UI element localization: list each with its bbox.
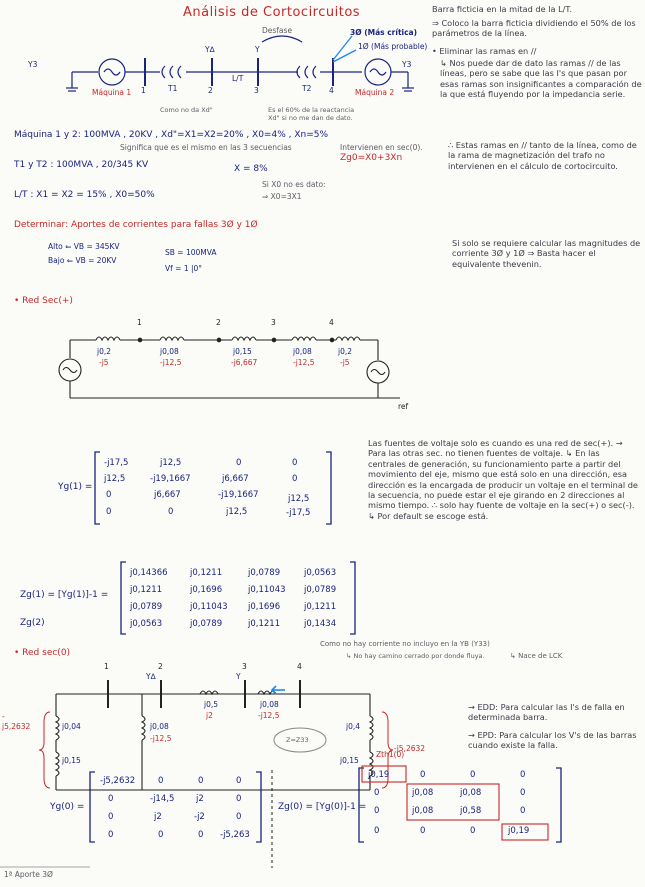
matrix-cell: 0	[198, 776, 204, 786]
zero-note: Como no hay corriente no incluyo en la YB (Y33)	[320, 640, 490, 648]
matrix-cell: 0	[158, 776, 164, 786]
note-text: • Eliminar las ramas en //	[432, 46, 537, 56]
diagram-label: 1Ø (Más probable)	[358, 42, 428, 51]
bus-label: 1	[104, 662, 109, 671]
matrix-cell: 0	[420, 826, 426, 836]
trafo-data: T1 y T2 : 100MVA , 20/345 KV	[14, 160, 149, 170]
matrix-cell: 0	[374, 788, 380, 798]
matrix-cell: -j17,5	[104, 458, 129, 468]
admittance-label: -j5,2632	[394, 744, 426, 753]
matrix-cell: -j14,5	[150, 794, 175, 804]
matrix-label: Yg(0) =	[50, 802, 85, 812]
data-note: Intervienen en sec(0).	[340, 143, 423, 152]
matrix-cell: j0,19	[368, 770, 390, 780]
note-text: Las fuentes de voltaje solo es cuando es una red de sec(+). → Para las otras sec. no tienen fuentes de voltaje. ↳ En las centrales de generación, su funcionamiento parte a partir del movimiento del eje, mismo que está solo en una dirección, esa dirección es la encargada de producir un voltaje en el terminal de la secuencia, no puede estar el eje girando en 2 direcciones al mismo tiempo. ∴ solo hay fuente de voltaje en la sec(+) o sec(-). ↳ Por default se escoge está.	[368, 438, 638, 521]
diagram-note: Como no da Xd"	[160, 106, 213, 114]
admittance-label: -j5	[340, 358, 350, 367]
zg0-formula: Zg0=X0+3Xn	[340, 153, 403, 163]
matrix-cell: 0	[236, 776, 242, 786]
bus-label: 4	[297, 662, 302, 671]
base-alto: Alto ⇐ VB = 345KV	[48, 242, 120, 251]
matrix-cell: j0,1696	[190, 585, 223, 595]
matrix-cell: j0,08	[412, 806, 434, 816]
impedance-label: j0,15	[62, 756, 81, 765]
matrix-cell: j0,11043	[248, 585, 286, 595]
diagram-label: Máquina 2	[355, 88, 395, 97]
admittance-label: -j5	[99, 358, 109, 367]
bus-label: 2	[216, 318, 221, 327]
note-text: ∴ Estas ramas en // tanto de la línea, como de la rama de magnetización del trafo no intervienen en el cálculo de cortocircuito.	[448, 140, 637, 171]
data-note: Si X0 no es dato:	[262, 180, 326, 189]
matrix-cell: 0	[470, 826, 476, 836]
impedance-label: j0,08	[160, 347, 179, 356]
note-text: → EDD: Para calcular las I's de falla en determinada barra.	[468, 702, 625, 723]
matrix-cell: 0	[106, 507, 112, 517]
matrix-label: Zg(2)	[20, 618, 45, 628]
data-note: Significa que es el mismo en las 3 secuencias	[120, 143, 292, 152]
note-text: Barra ficticia en la mitad de la L/T.	[432, 4, 573, 14]
matrix-cell: j0,1211	[190, 568, 223, 578]
diagram-label: Y3	[402, 60, 412, 69]
matrix-cell: 0	[236, 794, 242, 804]
admittance-label: j2	[206, 711, 213, 720]
diagram-label: Y∆	[146, 672, 156, 681]
impedance-label: j0,2	[97, 347, 112, 356]
zero-note: Z=Z33	[286, 736, 309, 744]
matrix-cell: j0,08	[460, 788, 482, 798]
matrix-cell: 0	[106, 490, 112, 500]
matrix-cell: 0	[520, 806, 526, 816]
diagram-label: Y	[255, 45, 260, 54]
matrix-cell: -j2	[194, 812, 205, 822]
diagram-label: L/T	[232, 74, 244, 83]
bus-label: 1	[137, 318, 142, 327]
bus-label: 3	[254, 86, 259, 95]
base-vf: Vf = 1 |0°	[165, 264, 203, 273]
zero-seq-network	[56, 680, 373, 790]
impedance-label: j0,08	[293, 347, 312, 356]
diagram-label: 3Ø (Más crítica)	[350, 28, 418, 37]
matrix-cell: 0	[108, 794, 114, 804]
impedance-label: j0,4	[346, 722, 361, 731]
trafo-x: X = 8%	[234, 164, 268, 174]
matrix-cell: j0,0563	[130, 619, 163, 629]
matrix-cell: 0	[374, 806, 380, 816]
matrix-cell: j12,5	[104, 474, 126, 484]
matrix-cell: 0	[520, 788, 526, 798]
diagram-note: Es el 60% de la reactancia Xd" si no me dan de dato.	[268, 106, 355, 122]
impedance-label: j0,08	[260, 700, 279, 709]
matrix-cell: j0,1696	[248, 602, 281, 612]
matrix-cell: -j17,5	[286, 508, 311, 518]
matrix-cell: j2	[196, 794, 204, 804]
note-text: ↳ Nos puede dar de dato las ramas // de las líneas, pero se sabe que las I's que pasan por esas ramas son insignificantes a comparación de la que está fluyendo por la impedancia serie.	[440, 58, 642, 100]
matrix-cell: -j19,1667	[150, 474, 191, 484]
impedance-label: j0,04	[62, 722, 81, 731]
impedance-label: j0,08	[150, 722, 169, 731]
zero-note: ↳ No hay camino cerrado por donde fluya.	[346, 652, 485, 660]
diagram-label: Desfase	[262, 26, 293, 35]
matrix-cell: 0	[168, 507, 174, 517]
matrix-cell: j6,667	[222, 474, 249, 484]
diagram-label: Y3	[28, 60, 38, 69]
admittance-label: -j12,5	[160, 358, 182, 367]
admittance-label: -j6,667	[231, 358, 258, 367]
page-footer: 1ª Aporte 3Ø	[4, 870, 53, 879]
bus-label: 2	[158, 662, 163, 671]
impedance-label: j0,15	[340, 756, 359, 765]
matrix-label: Zg(1) = [Yg(1)]-1 =	[20, 590, 109, 600]
matrix-cell: 0	[292, 458, 298, 468]
matrix-cell: 0	[420, 770, 426, 780]
ref-label: ref	[398, 402, 409, 411]
page-title: Análisis de Cortocircuitos	[183, 5, 361, 20]
section-heading: • Red Sec(+)	[14, 296, 73, 306]
bus-label: 3	[242, 662, 247, 671]
matrix-cell: j12,5	[288, 494, 310, 504]
matrix-cell: 0	[108, 830, 114, 840]
impedance-label: j0,2	[338, 347, 353, 356]
matrix-cell: j0,1211	[130, 585, 163, 595]
data-note: ⇒ X0=3X1	[262, 192, 302, 201]
matrix-cell: j0,0563	[304, 568, 337, 578]
matrix-cell: j0,1211	[304, 602, 337, 612]
matrix-cell: 0	[236, 458, 242, 468]
diagram-label: T1	[168, 84, 178, 93]
diagram-label: Y	[236, 672, 241, 681]
matrix-cell: j0,11043	[190, 602, 228, 612]
matrix-cell: 0	[198, 830, 204, 840]
impedance-label: j0,15	[233, 347, 252, 356]
line-data: L/T : X1 = X2 = 15% , X0=50%	[14, 190, 155, 200]
base-sb: SB = 100MVA	[165, 248, 217, 257]
bus-label: 2	[208, 86, 213, 95]
zero-note: ↳ Nace de LCK	[510, 652, 563, 660]
matrix-cell: -j5,2632	[100, 776, 136, 786]
admittance-label: -j12,5	[150, 734, 172, 743]
note-text: → EPD: Para calcular los V's de las barras cuando existe la falla.	[468, 730, 637, 751]
diagram-label: T2	[302, 84, 312, 93]
matrix-cell: 0	[158, 830, 164, 840]
section-heading: • Red sec(0)	[14, 648, 71, 658]
matrix-cell: j6,667	[154, 490, 181, 500]
matrix-label: Yg(1) =	[58, 482, 93, 492]
matrix-cell: j12,5	[226, 507, 248, 517]
matrix-cell: j0,0789	[190, 619, 223, 629]
matrix-cell: j0,1211	[248, 619, 281, 629]
note-text: ⇒ Coloco la barra ficticia dividiendo el 50% de los parámetros de la línea.	[432, 18, 636, 39]
matrix-cell: 0	[470, 770, 476, 780]
matrix-cell: 0	[108, 812, 114, 822]
matrix-cell: j0,1434	[304, 619, 337, 629]
matrix-cell: j0,0789	[130, 602, 163, 612]
matrix-cell: 0	[520, 770, 526, 780]
matrix-cell: j0,0789	[304, 585, 337, 595]
admittance-label: -j12,5	[293, 358, 315, 367]
matrix-cell: 0	[236, 812, 242, 822]
machine-data: Máquina 1 y 2: 100MVA , 20KV , Xd"=X1=X2=20% , X0=4% , Xn=5%	[14, 130, 329, 140]
impedance-label: j0,5	[204, 700, 219, 709]
matrix-cell: j0,08	[412, 788, 434, 798]
diagram-label: Máquina 1	[92, 88, 132, 97]
matrix-cell: 0	[292, 474, 298, 484]
matrix-cell: -j19,1667	[218, 490, 259, 500]
matrix-cell: j12,5	[160, 458, 182, 468]
zth-label: Zth1(0)	[376, 750, 405, 759]
note-text: Si solo se requiere calcular las magnitudes de corriente 3Ø y 1Ø ⇒ Basta hacer el equivalente thevenin.	[452, 238, 641, 269]
admittance-label: -j12,5	[258, 711, 280, 720]
bus-label: 1	[141, 86, 146, 95]
matrix-cell: j0,58	[460, 806, 482, 816]
matrix-cell: -j5,263	[220, 830, 250, 840]
matrix-cell: j2	[154, 812, 162, 822]
matrix-cell: 0	[374, 826, 380, 836]
matrix-cell: j0,19	[508, 826, 530, 836]
admittance-label: -j5,2632	[2, 712, 31, 731]
bus-label: 3	[271, 318, 276, 327]
bus-label: 4	[329, 318, 334, 327]
base-bajo: Bajo ⇐ VB = 20KV	[48, 256, 117, 265]
bus-label: 4	[329, 86, 334, 95]
matrix-cell: j0,0789	[248, 568, 281, 578]
diagram-label: Y∆	[205, 45, 215, 54]
matrix-label: Zg(0) = [Yg(0)]-1 =	[278, 802, 367, 812]
determine-heading: Determinar: Aportes de corrientes para fallas 3Ø y 1Ø	[14, 220, 258, 230]
matrix-cell: j0,14366	[130, 568, 168, 578]
